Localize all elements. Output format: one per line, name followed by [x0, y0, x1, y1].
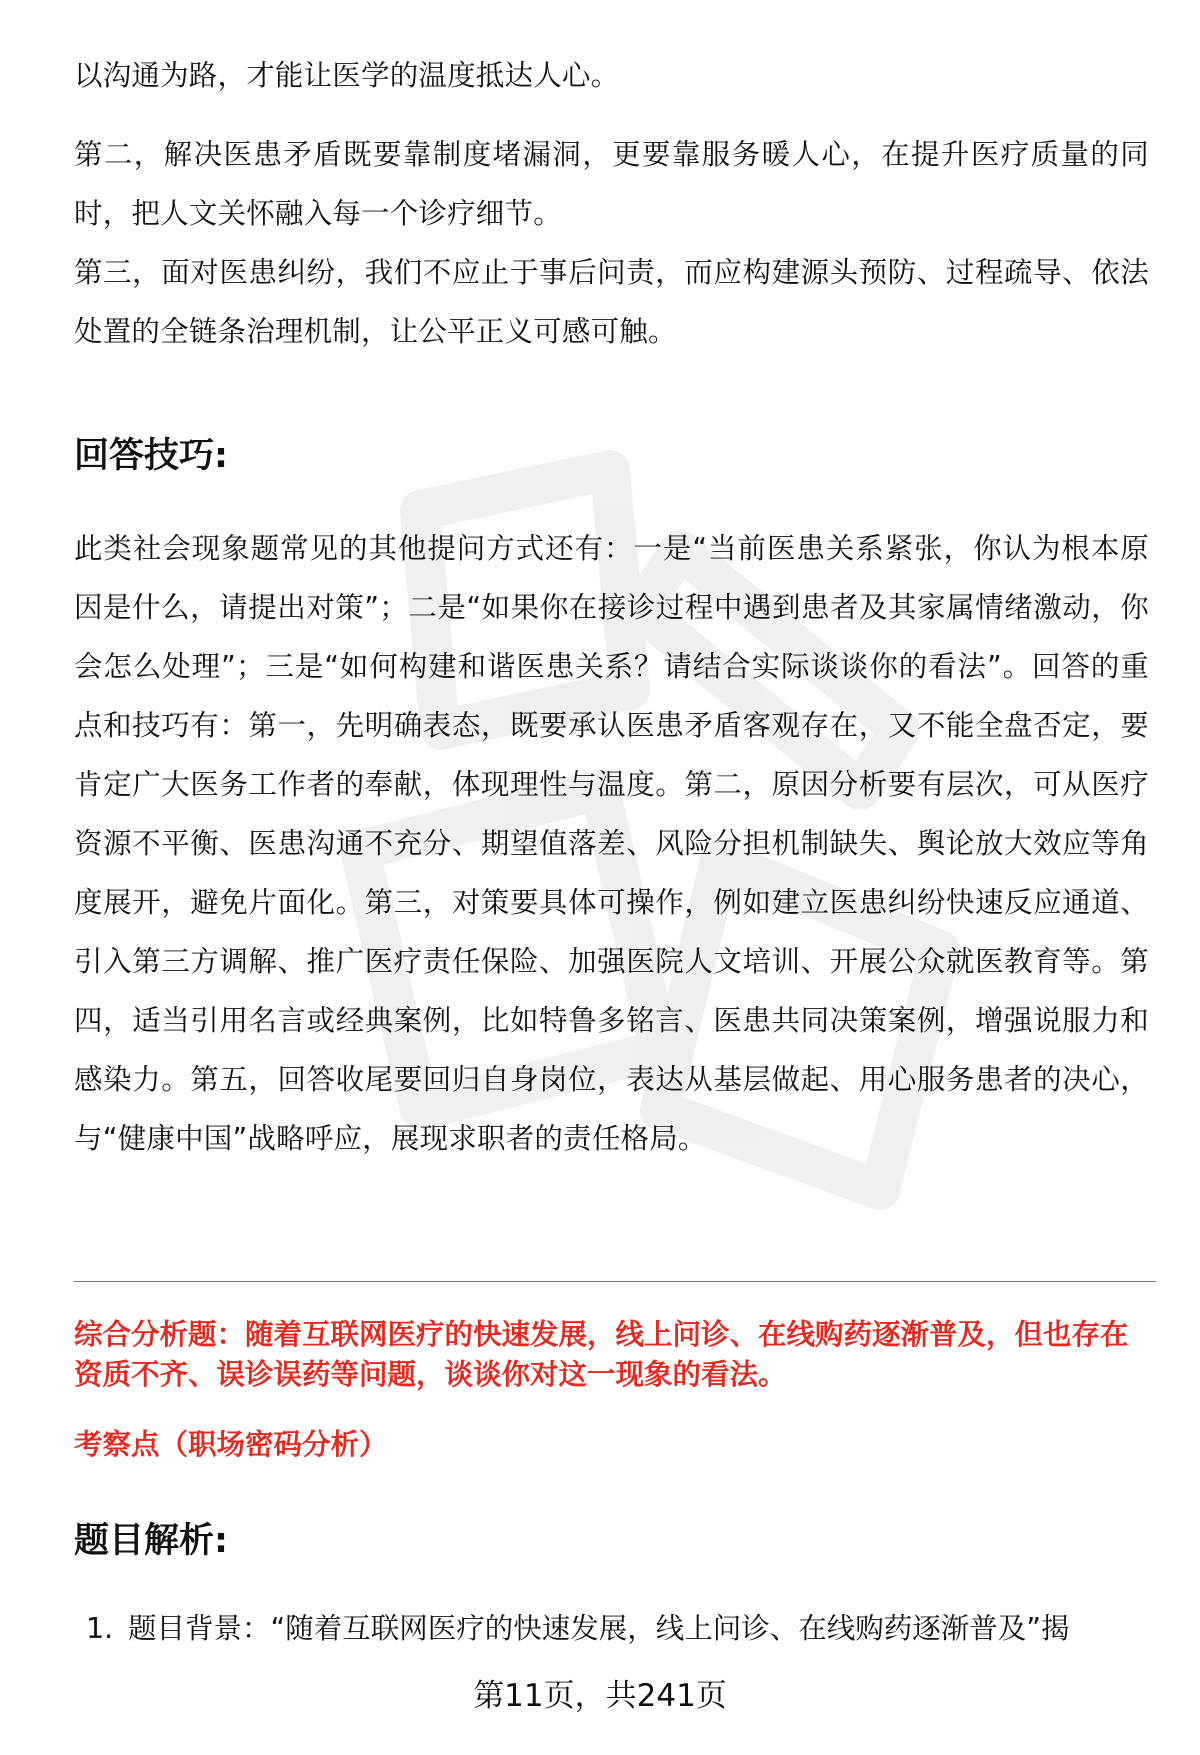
point-three: 第三，面对医患纠纷，我们不应止于事后问责，而应构建源头预防、过程疏导、依法处置的全链条治理机制，让公平正义可感可触。: [74, 256, 1149, 348]
tips-body: 此类社会现象题常见的其他提问方式还有：一是“当前医患关系紧张，你认为根本原因是什么，请提出对策”；二是“如果你在接诊过程中遇到患者及其家属情绪激动，你会怎么处理”；三是“如何构建和谐医患关系？请结合实际谈谈你的看法”。回答的重点和技巧有：第一，先明确表态，既要承认医患矛盾客观存在，又不能全盘否定，要肯定广大医务工作者的奉献，体现理性与温度。第二，原因分析要有层次，可从医疗资源不平衡、医患沟通不充分、期望值落差、风险分担机制缺失、舆论放大效应等角度展开，避免片面化。第三，对策要具体可操作，例如建立医患纠纷快速反应通道、引入第三方调解、推广医疗责任保险、加强医院人文培训、开展公众就医教育等。第四，适当引用名言或经典案例，比如特鲁多铭言、医患共同决策案例，增强说服力和感染力。第五，回答收尾要回归自身岗位，表达从基层做起、用心服务患者的决心，与“健康中国”战略呼应，展现求职者的责任格局。: [74, 532, 1149, 1155]
question-text: 综合分析题：随着互联网医疗的快速发展，线上问诊、在线购药逐渐普及，但也存在资质不齐、误诊误药等问题，谈谈你对这一现象的看法。: [74, 1318, 1129, 1391]
list-item-text: 题目背景：“随着互联网医疗的快速发展，线上问诊、在线购药逐渐普及”揭: [128, 1612, 1070, 1645]
list-item: [86, 1599, 1150, 1658]
section-divider: [74, 1281, 1156, 1282]
page-footer: 第11页，共241页: [473, 1678, 727, 1714]
exam-point: 考察点（职场密码分析）: [74, 1428, 388, 1461]
list-number: 1.: [86, 1612, 114, 1645]
analysis-heading: 题目解析:: [74, 1521, 228, 1561]
intro-line: 以沟通为路，才能让医学的温度抵达人心。: [74, 59, 620, 92]
point-two: 第二，解决医患矛盾既要靠制度堵漏洞，更要靠服务暖人心，在提升医疗质量的同时，把人文关怀融入每一个诊疗细节。: [74, 138, 1149, 230]
tips-heading: 回答技巧:: [74, 436, 228, 476]
